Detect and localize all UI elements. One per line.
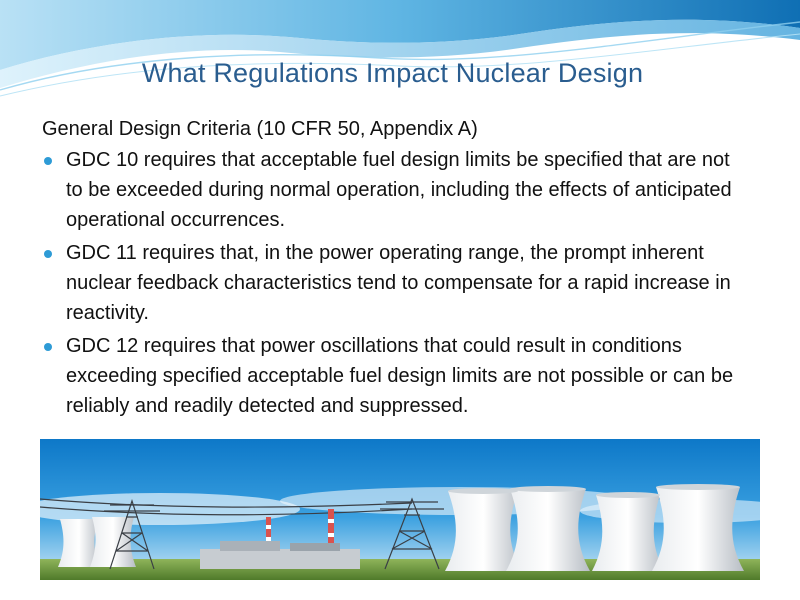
bullet-text: GDC 11 requires that, in the power operating range, the prompt inherent nuclear feedback characteristics tend to compensate for a rapid increase in reactivity. xyxy=(66,242,731,324)
bullet-item xyxy=(42,238,742,328)
bullet-item xyxy=(42,331,742,421)
slide-title: What Regulations Impact Nuclear Design xyxy=(141,58,644,88)
slide-content xyxy=(42,116,742,424)
bullet-dot-icon xyxy=(44,343,52,351)
bullet-item xyxy=(42,145,742,235)
bullet-dot-icon xyxy=(44,250,52,258)
bullet-text: GDC 12 requires that power oscillations that could result in conditions exceeding specified acceptable fuel design limits are not possible or can be reliably and readily detected and suppressed. xyxy=(66,335,734,417)
bullet-text: GDC 10 requires that acceptable fuel design limits be specified that are not to be exceeded during normal operation, including the effects of anticipated operational occurrences. xyxy=(66,149,732,231)
bullet-list xyxy=(42,145,742,421)
section-subheading: General Design Criteria (10 CFR 50, Appendix A) xyxy=(42,118,478,140)
wave-header-decoration xyxy=(0,0,800,110)
bullet-dot-icon xyxy=(44,157,52,165)
nuclear-power-plant-photo xyxy=(40,439,760,580)
